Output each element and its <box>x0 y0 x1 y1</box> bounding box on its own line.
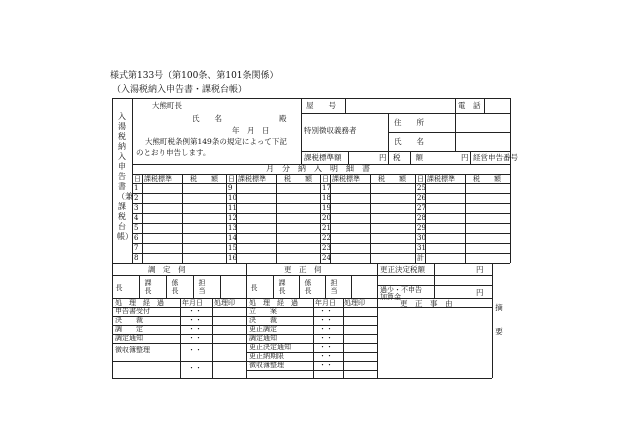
proc-date-right: ・・ <box>319 361 333 369</box>
seal-sep-r1 <box>273 275 274 298</box>
proc-date-right: ・・ <box>319 334 333 342</box>
amount-sep <box>434 263 435 298</box>
col-day-header: 日 <box>322 175 329 183</box>
proc-date-right: ・・ <box>319 343 333 351</box>
day-number: 31 <box>417 244 426 252</box>
proc-step-right: 更正調定 <box>249 325 277 333</box>
proc-date-header-left: 年月日 <box>182 299 203 307</box>
assessment-title: 調 定 伺 <box>148 265 186 274</box>
day-number: 計 <box>417 254 424 262</box>
outer-bottom-upper <box>112 263 510 264</box>
seal-sep-l4 <box>220 275 221 298</box>
excess-label-2: 加算金 <box>380 293 401 301</box>
proc-step-left: 調 定 <box>115 325 143 333</box>
day-number: 5 <box>134 224 139 232</box>
yago-sep <box>345 98 346 113</box>
day-number: 13 <box>228 224 237 232</box>
taxbase-sep1 <box>348 151 349 164</box>
day-number: 9 <box>228 184 233 192</box>
day-number: 2 <box>134 194 139 202</box>
proc-row-left <box>112 343 246 344</box>
day-number: 3 <box>134 204 139 212</box>
proc-date-right: ・・ <box>319 325 333 333</box>
day-number: 7 <box>134 244 139 252</box>
col-tax-header: 税 額 <box>473 175 501 183</box>
approver-left-3: 担当 <box>198 279 206 295</box>
base-line <box>465 174 466 263</box>
outer-right <box>510 98 511 263</box>
base-line <box>276 174 277 263</box>
approver-right-2: 係長 <box>304 279 312 295</box>
proc-step-right: 更正納期限 <box>249 352 284 360</box>
day-number: 1 <box>134 184 139 192</box>
tax-amount-yen: 円 <box>461 153 469 162</box>
taxbase-total-label: 課税標準額 <box>304 153 342 162</box>
day-number: 14 <box>228 234 237 242</box>
seal-sep-l3 <box>193 275 194 298</box>
excess-yen: 円 <box>476 288 484 297</box>
proc-date-left: ・・ <box>188 325 202 333</box>
top-name-label: 氏 名 <box>192 114 222 123</box>
proc-date-header-right: 年月日 <box>315 299 336 307</box>
proc-date-left: ・・ <box>188 334 202 342</box>
correction-title: 更 正 伺 <box>284 265 322 274</box>
day-number: 24 <box>322 254 331 262</box>
day-number: 11 <box>228 204 237 212</box>
business-no-label: 経営申告番号 <box>473 153 518 162</box>
proc-seal-header-right: 処理印 <box>344 299 365 307</box>
day-line <box>142 174 143 263</box>
row-line <box>132 213 510 214</box>
proc-step-right: 徴収簿整理 <box>249 361 284 369</box>
row-line <box>132 193 510 194</box>
bottom-title-line <box>112 275 492 276</box>
corrected-amount-yen: 円 <box>476 265 484 274</box>
row-line <box>132 233 510 234</box>
day-number: 18 <box>322 194 331 202</box>
phone-sep <box>455 98 456 113</box>
approver-right-0: 長 <box>250 284 258 292</box>
vertical-form-label: 入湯税納入申告書（兼課税台帳） <box>117 112 133 241</box>
bottom-right-line <box>377 263 378 378</box>
proc-step-left: 申告書受付 <box>115 307 150 315</box>
address-line <box>388 132 510 133</box>
top-divider <box>301 98 302 164</box>
base-line <box>370 174 371 263</box>
outer-right-lower <box>492 263 493 378</box>
proc-sep-r2 <box>343 298 344 378</box>
proc-row-left <box>112 361 246 362</box>
group-line <box>415 174 416 263</box>
proc-seal-header-left: 処理印 <box>214 299 235 307</box>
address-label: 住 所 <box>394 118 424 127</box>
submit-date: 年 月 日 <box>232 126 270 135</box>
base-line <box>182 174 183 263</box>
corrected-amount-label: 更正決定税額 <box>380 265 425 274</box>
day-number: 16 <box>228 254 237 262</box>
seal-sep-l1 <box>139 275 140 298</box>
day-number: 23 <box>322 244 331 252</box>
obligor-bottom <box>301 151 510 152</box>
proc-sep-l1 <box>180 298 181 378</box>
day-number: 22 <box>322 234 331 242</box>
col-day-header: 日 <box>228 175 235 183</box>
day-number: 10 <box>228 194 237 202</box>
outer-top <box>112 98 510 99</box>
col-base-header: 課税標準 <box>238 175 266 183</box>
outer-bottom <box>112 378 492 379</box>
proc-sep-r1 <box>313 298 314 378</box>
day-number: 21 <box>322 224 331 232</box>
day-number: 12 <box>228 214 237 222</box>
seal-sep-r3 <box>325 275 326 298</box>
proc-date-right: ・・ <box>319 352 333 360</box>
day-number: 15 <box>228 244 237 252</box>
proc-step-right: 更正決定通知 <box>249 343 291 351</box>
group-line <box>320 174 321 263</box>
proc-date-right: ・・ <box>319 307 333 315</box>
proc-step-left: 調定通知 <box>115 334 143 342</box>
col-base-header: 課税標準 <box>144 175 172 183</box>
day-number: 17 <box>322 184 331 192</box>
proc-sep-l2 <box>212 298 213 378</box>
day-number: 19 <box>322 204 331 212</box>
correction-reason-label: 更 正 事 由 <box>400 299 453 308</box>
approver-right-1: 課長 <box>278 279 286 295</box>
proc-date-right: ・・ <box>319 316 333 324</box>
approver-left-1: 課長 <box>144 279 152 295</box>
phone-label: 電 話 <box>458 101 481 110</box>
approver-right-3: 担当 <box>330 279 338 295</box>
seal-sep-l2 <box>166 275 167 298</box>
group-line <box>226 174 227 263</box>
col-tax-header: 税 額 <box>284 175 312 183</box>
day-number: 28 <box>417 214 426 222</box>
form-number: 様式第133号（第100条、第101条関係） <box>110 71 279 81</box>
taxbase-sep4 <box>470 151 471 164</box>
monthly-header-line <box>132 183 510 184</box>
yago-line <box>301 113 510 114</box>
monthly-title: 月 分 納 入 明 細 書 <box>266 164 370 173</box>
day-number: 27 <box>417 204 426 212</box>
proc-step-right: 立 案 <box>249 307 277 315</box>
col-day-header: 日 <box>417 175 424 183</box>
col-base-header: 課税標準 <box>332 175 360 183</box>
remarks-label: 摘 要 <box>495 303 518 336</box>
proc-step-right: 決 裁 <box>249 316 277 324</box>
proc-step-left: 決 裁 <box>115 316 143 324</box>
address-sep <box>455 113 456 151</box>
day-number: 6 <box>134 234 139 242</box>
proc-header-right: 処 理 経 過 <box>249 299 298 307</box>
day-number: 26 <box>417 194 426 202</box>
statement-line-2: のとおり申告します。 <box>136 148 211 157</box>
row-line <box>132 253 510 254</box>
yago-label: 屋 号 <box>306 101 336 110</box>
taxbase-sep2 <box>388 151 389 164</box>
approver-left-0: 長 <box>115 284 123 292</box>
day-number: 4 <box>134 214 139 222</box>
seal-sep-r2 <box>299 275 300 298</box>
seal-sep-r4 <box>351 275 352 298</box>
statement-line-1: 大熊町税条例第149条の規定によって下記 <box>145 137 287 146</box>
row-line <box>132 243 510 244</box>
row-line <box>132 203 510 204</box>
col-tax-header: 税 額 <box>190 175 218 183</box>
col-base-header: 課税標準 <box>427 175 455 183</box>
proc-date-left: ・・ <box>188 307 202 315</box>
name-suffix: 殿 <box>279 114 287 123</box>
excess-label-1: 過少・不申告 <box>380 286 422 294</box>
proc-date-left: ・・ <box>188 346 202 354</box>
obligor-name-label: 氏 名 <box>394 137 424 146</box>
row-line <box>132 223 510 224</box>
proc-date-left-extra: ・・ <box>188 364 202 372</box>
approver-left-2: 係長 <box>171 279 179 295</box>
proc-step-left: 徴収簿整理 <box>115 346 150 354</box>
col-tax-header: 税 額 <box>378 175 406 183</box>
day-number: 30 <box>417 234 426 242</box>
proc-header-left: 処 理 経 過 <box>115 299 164 307</box>
proc-row-right <box>246 370 377 371</box>
taxbase-yen: 円 <box>379 153 387 162</box>
proc-step-right: 調定通知 <box>249 334 277 342</box>
obligor-label: 特別徴収義務者 <box>304 126 357 135</box>
form-subtitle: （入湯税納入申告書・課税台帳） <box>112 85 248 95</box>
phone-sep2 <box>484 98 485 113</box>
day-number: 25 <box>417 184 426 192</box>
col-day-header: 日 <box>134 175 141 183</box>
day-number: 8 <box>134 254 139 262</box>
proc-date-left: ・・ <box>188 316 202 324</box>
outer-left <box>112 98 113 378</box>
tax-amount-label: 税 額 <box>393 153 423 162</box>
addressee: 大熊町長 <box>152 101 182 110</box>
day-number: 29 <box>417 224 426 232</box>
day-number: 20 <box>322 214 331 222</box>
